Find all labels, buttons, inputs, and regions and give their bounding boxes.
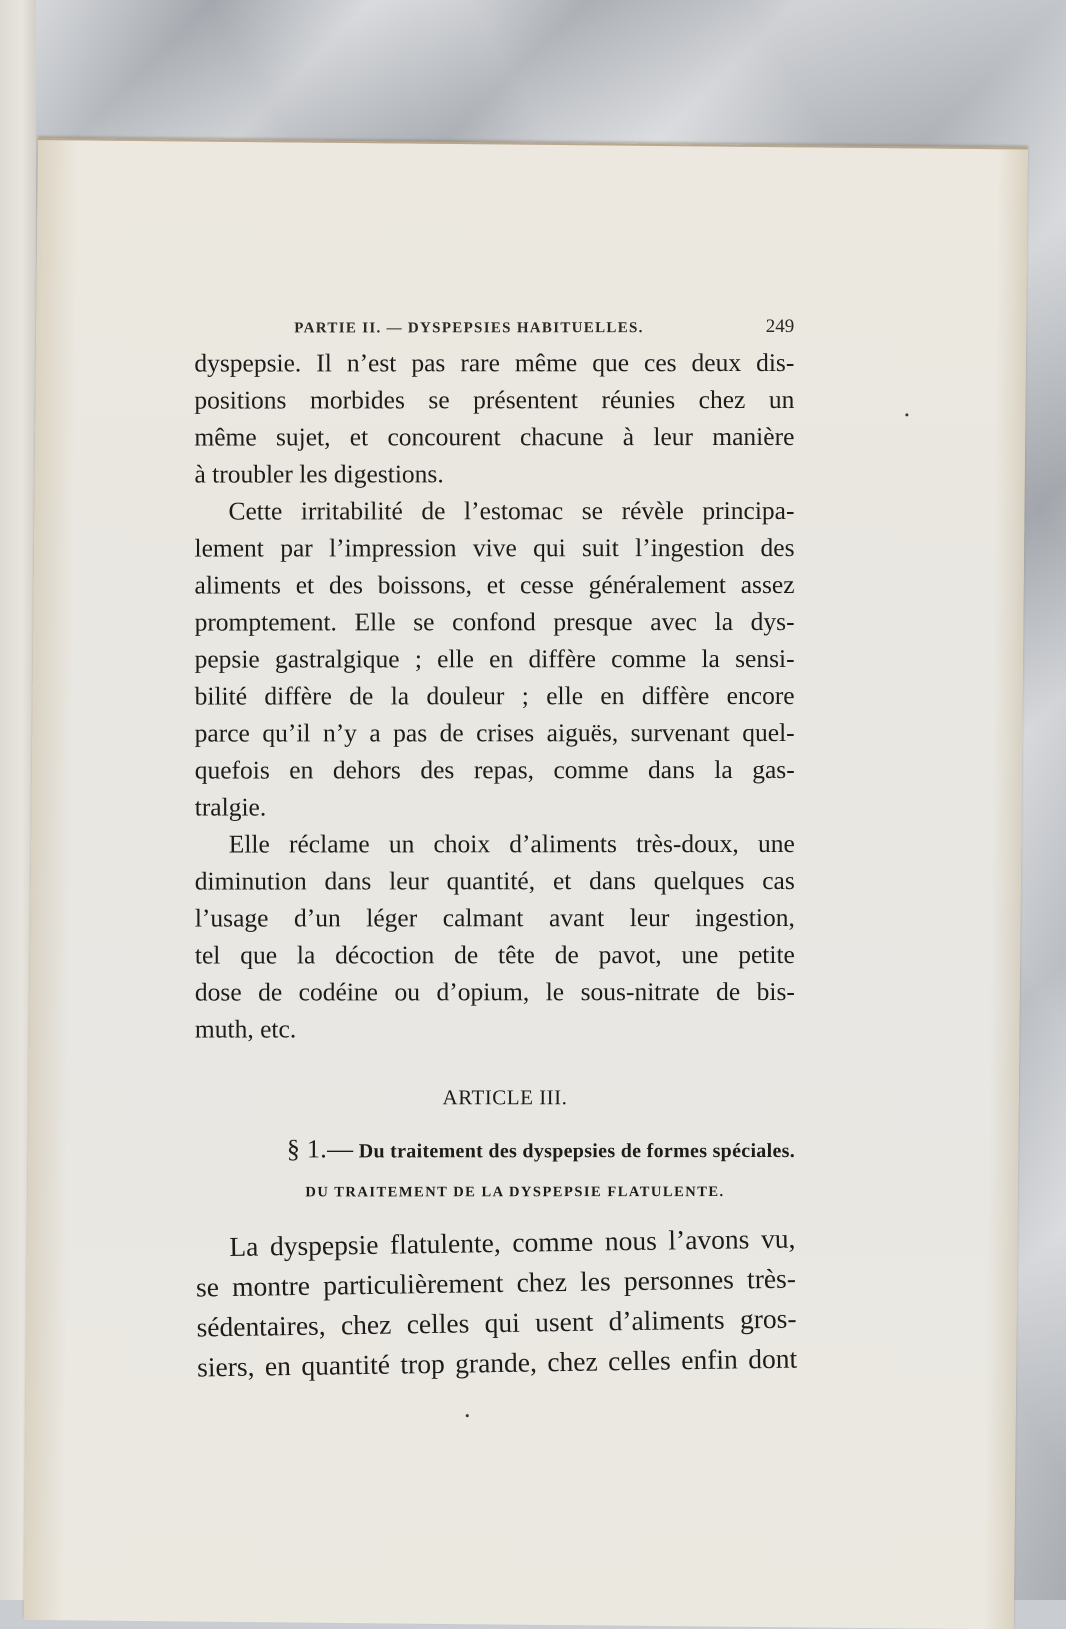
text-line: à troubler les digestions. [194, 459, 444, 489]
text-line: tralgie. [194, 792, 267, 822]
paragraph [194, 492, 794, 826]
section-heading [195, 1134, 795, 1165]
text-line: promptement. Elle se confond presque avec la dys- [194, 606, 795, 637]
subsection-heading: DU TRAITEMENT DE LA DYSPEPSIE FLATULENTE. [305, 1184, 725, 1201]
text-line: se montre particulièrement chez les personnes très- [195, 1262, 797, 1303]
text-line: lement par l’impression vive qui suit l’ingestion des [194, 532, 795, 563]
text-line: positions morbides se présentent réunies chez un [194, 384, 795, 415]
ink-speck [466, 1414, 469, 1417]
section-heading-text: Du traitement des dyspepsies de formes spéciales. [358, 1139, 796, 1163]
page-number: 249 [765, 315, 795, 338]
text-line: La dyspepsie flatulente, comme nous l’avons vu, [229, 1222, 796, 1262]
text-line: quefois en dehors des repas, comme dans la gas- [194, 754, 795, 785]
section-symbol: § 1.— [286, 1134, 354, 1164]
text-line: l’usage d’un léger calmant avant leur ingestion, [194, 902, 795, 933]
text-line: dose de codéine ou d’opium, le sous-nitrate de bis- [194, 976, 795, 1007]
page-text [194, 315, 798, 1388]
running-head-title: PARTIE II. — DYSPEPSIES HABITUELLES. [294, 320, 644, 337]
ink-speck [905, 413, 908, 416]
book-page [24, 138, 1028, 1629]
paragraph [195, 825, 795, 1048]
text-line: Cette irritabilité de l’estomac se révèle principa- [228, 495, 795, 526]
text-line: siers, en quantité trop grande, chez celles enfin dont [196, 1342, 798, 1383]
text-line: dyspepsie. Il n’est pas rare même que ces deux dis- [194, 347, 795, 378]
text-line: Elle réclame un choix d’aliments très-doux, une [228, 828, 795, 859]
text-line: aliments et des boissons, et cesse généralement assez [194, 569, 795, 600]
running-head [194, 316, 794, 339]
text-line: muth, etc. [194, 1014, 297, 1044]
text-line: parce qu’il n’y a pas de crises aiguës, survenant quel- [194, 717, 795, 748]
text-line: bilité diffère de la douleur ; elle en diffère encore [194, 680, 795, 711]
text-line: même sujet, et concourent chacune à leur manière [194, 421, 795, 452]
paragraph [194, 344, 794, 493]
text-line: diminution dans leur quantité, et dans quelques cas [194, 865, 795, 896]
article-heading: ARTICLE III. [442, 1085, 568, 1110]
text-line: sédentaires, chez celles qui usent d’aliments gros- [196, 1302, 797, 1343]
paragraph [195, 1219, 797, 1388]
text-line: pepsie gastralgique ; elle en diffère comme la sensi- [194, 643, 795, 674]
text-line: tel que la décoction de tête de pavot, une petite [194, 939, 795, 970]
